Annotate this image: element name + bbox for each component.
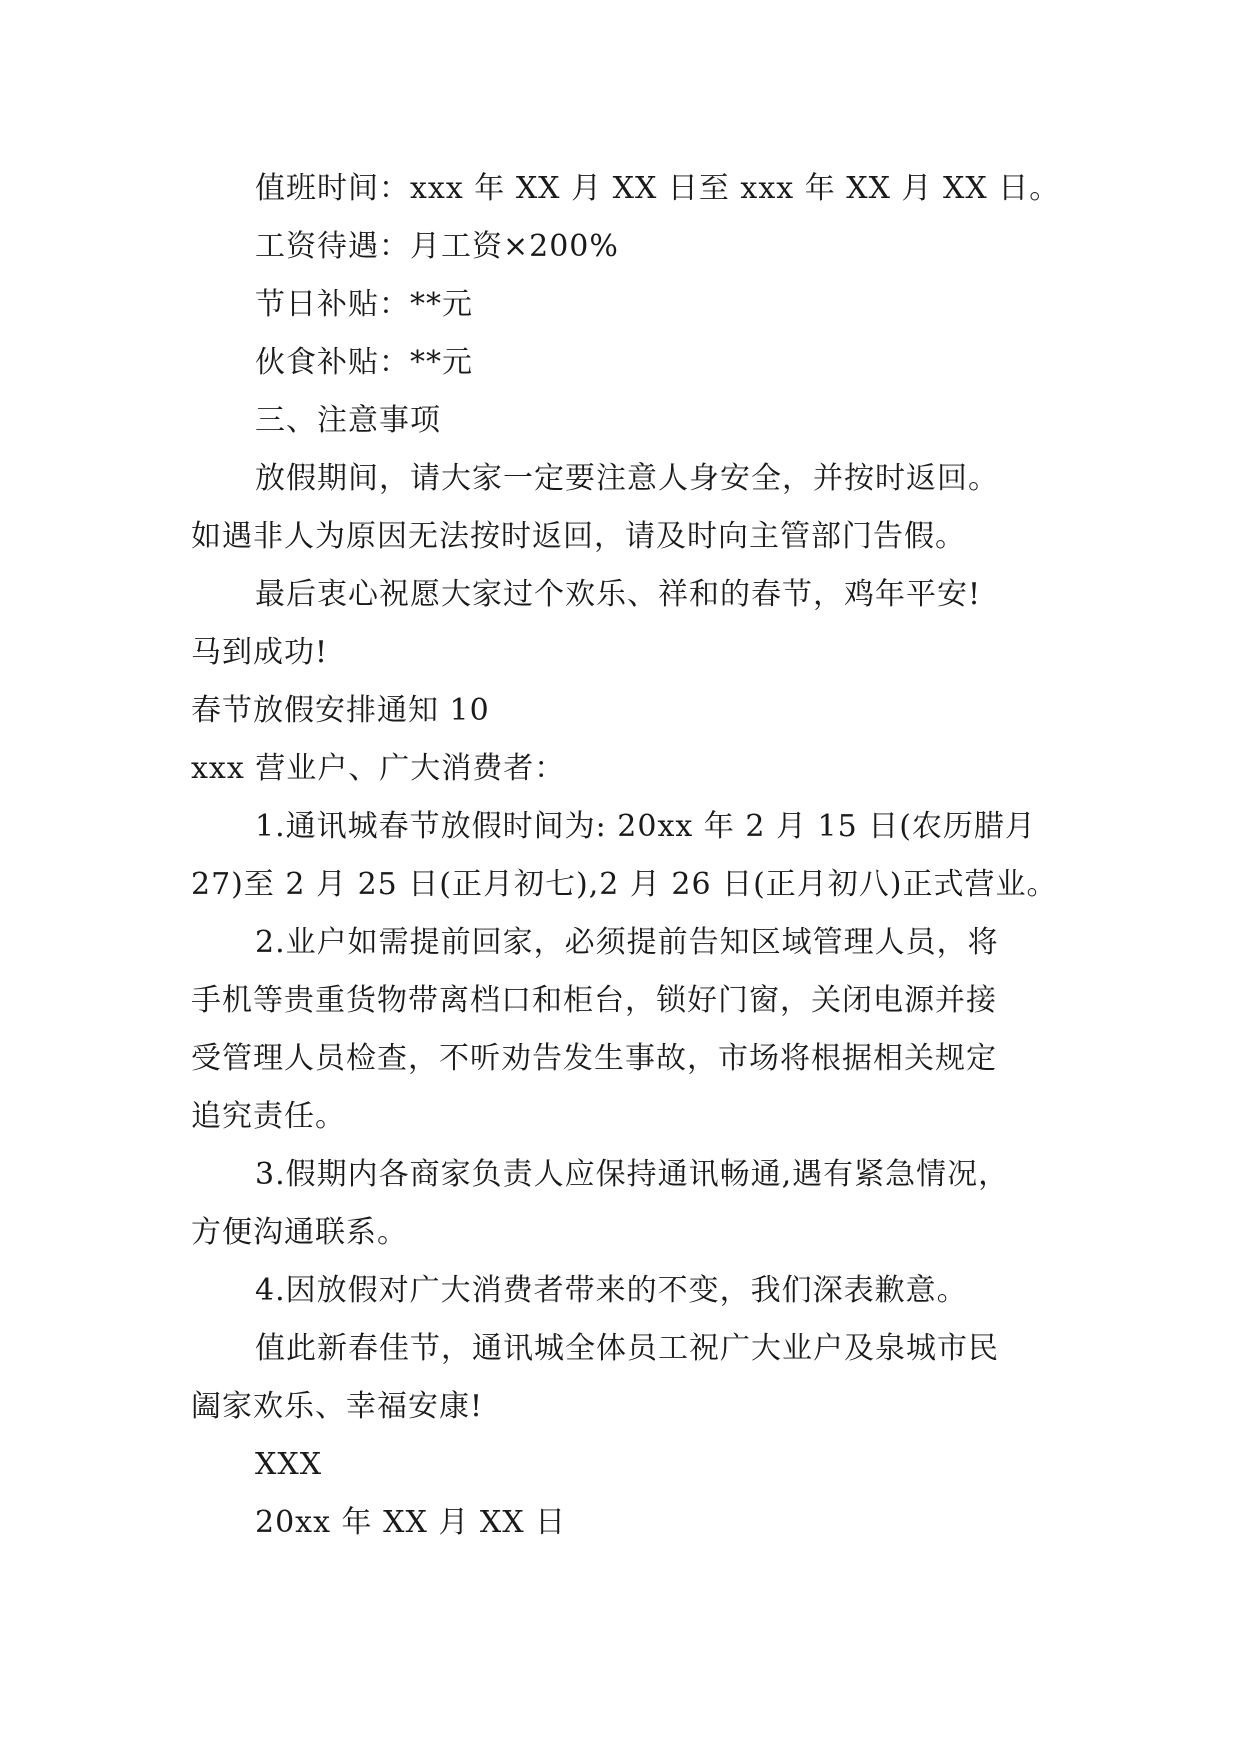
paragraph-line: 追究责任。 xyxy=(191,1099,346,1134)
paragraph-line: 最后衷心祝愿大家过个欢乐、祥和的春节，鸡年平安! xyxy=(255,577,982,612)
signature: XXX xyxy=(255,1447,323,1482)
paragraph-line: 方便沟通联系。 xyxy=(191,1215,408,1250)
paragraph-line: 手机等贵重货物带离档口和柜台，锁好门窗，关闭电源并接 xyxy=(191,983,997,1018)
paragraph-line: 阖家欢乐、幸福安康! xyxy=(191,1389,484,1424)
paragraph-line: 2.业户如需提前回家，必须提前告知区域管理人员，将 xyxy=(255,925,999,960)
section-heading-notes: 三、注意事项 xyxy=(255,403,441,438)
paragraph-line: 如遇非人为原因无法按时返回，请及时向主管部门告假。 xyxy=(191,519,966,554)
paragraph-line: 4.因放假对广大消费者带来的不变，我们深表歉意。 xyxy=(255,1273,968,1308)
salutation: xxx 营业户、广大消费者： xyxy=(191,751,566,786)
paragraph-line: 马到成功! xyxy=(191,635,329,670)
document-body xyxy=(191,160,1061,1552)
paragraph-line: 1.通讯城春节放假时间为: 20xx 年 2 月 15 日(农历腊月 xyxy=(255,809,1036,844)
paragraph-line: 值此新春佳节，通讯城全体员工祝广大业户及泉城市民 xyxy=(255,1331,999,1366)
paragraph-line: 27)至 2 月 25 日(正月初七),2 月 26 日(正月初八)正式营业。 xyxy=(191,867,1058,902)
holiday-allowance-line: 节日补贴：**元 xyxy=(255,287,473,322)
duty-time-line: 值班时间：xxx 年 XX 月 XX 日至 xxx 年 XX 月 XX 日。 xyxy=(255,171,1061,206)
date-line: 20xx 年 XX 月 XX 日 xyxy=(255,1505,567,1540)
paragraph-line: 受管理人员检查，不听劝告发生事故，市场将根据相关规定 xyxy=(191,1041,997,1076)
paragraph-line: 放假期间，请大家一定要注意人身安全，并按时返回。 xyxy=(255,461,999,496)
notice-title: 春节放假安排通知 10 xyxy=(191,693,490,728)
paragraph-line: 3.假期内各商家负责人应保持通讯畅通,遇有紧急情况， xyxy=(255,1157,1010,1192)
salary-line: 工资待遇：月工资×200% xyxy=(255,229,619,264)
meal-allowance-line: 伙食补贴：**元 xyxy=(255,345,473,380)
